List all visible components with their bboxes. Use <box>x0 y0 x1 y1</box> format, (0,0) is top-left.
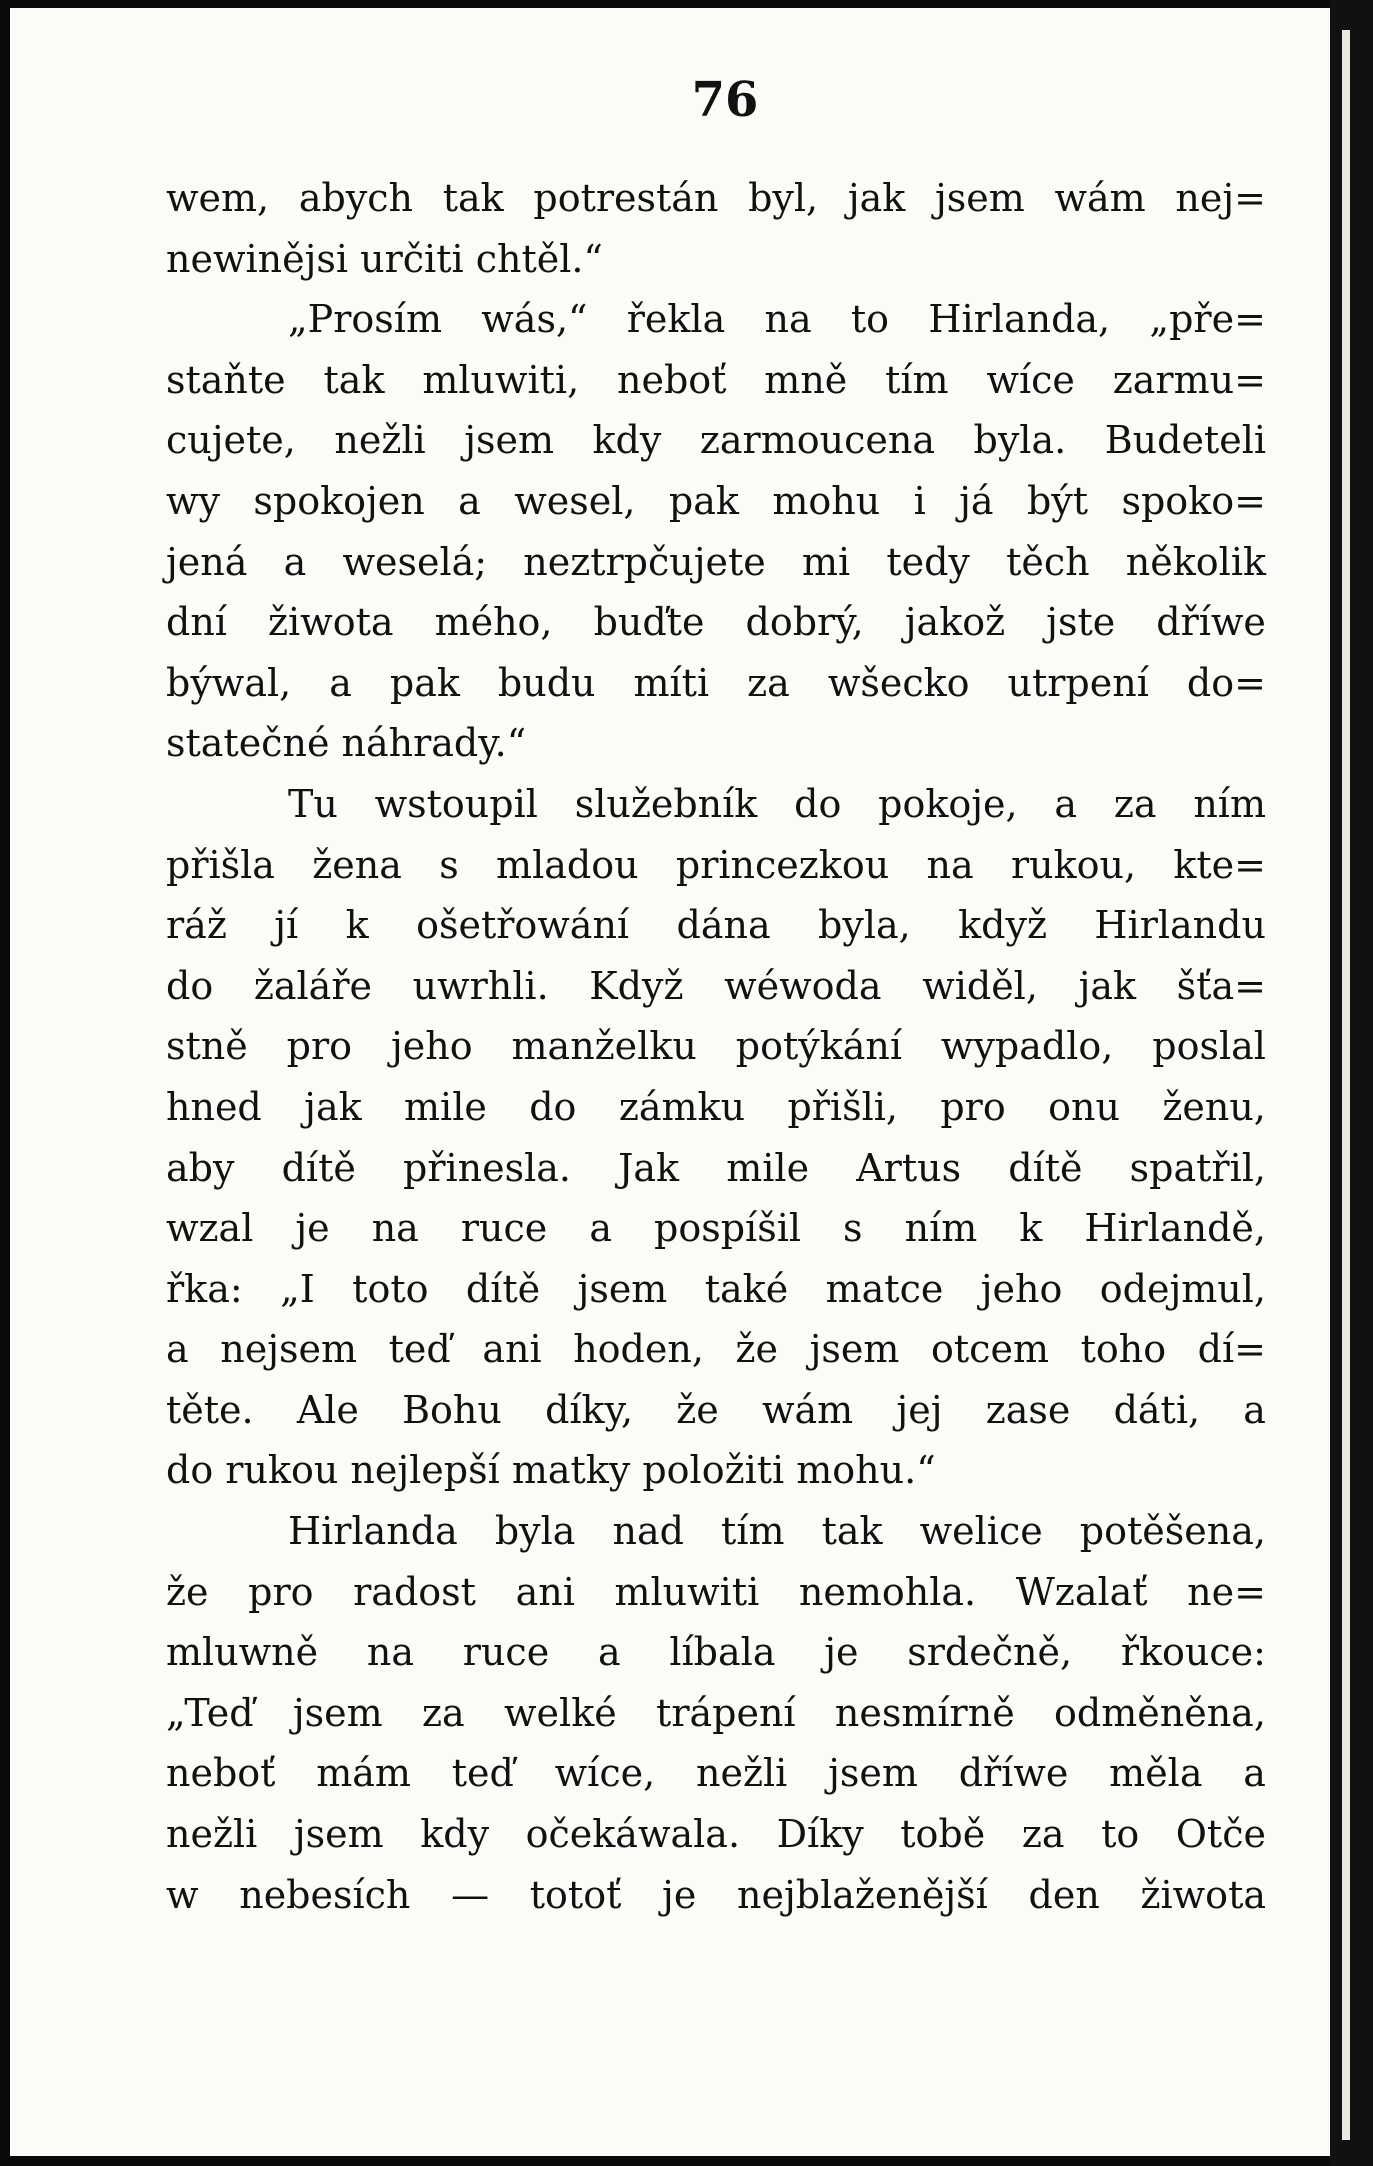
word: Když <box>589 963 684 1008</box>
word: jej <box>896 1387 943 1432</box>
word: wypadlo, <box>940 1024 1114 1069</box>
word: jená <box>166 539 248 584</box>
word: do <box>794 781 842 826</box>
word: Wzalať <box>1015 1569 1148 1614</box>
word: teď <box>388 1327 451 1372</box>
word: zarmu= <box>1112 357 1266 402</box>
word: Hirlanda, <box>928 297 1111 342</box>
text-line <box>166 653 1266 714</box>
word: Hirlandu <box>1094 903 1266 948</box>
word: wesel, <box>514 478 636 523</box>
word: je <box>662 1872 697 1917</box>
word: welice <box>919 1509 1043 1554</box>
word: jsem <box>293 1812 384 1857</box>
text-line <box>166 1016 1266 1077</box>
word: radost <box>353 1569 476 1614</box>
word: to <box>850 297 890 342</box>
word: ruce <box>462 1630 550 1675</box>
word: nejsem <box>220 1327 358 1372</box>
word: přišli, <box>787 1084 898 1129</box>
word: tím <box>885 357 949 402</box>
word: kte= <box>1173 842 1266 887</box>
word: k <box>1019 1206 1043 1251</box>
word: wám <box>762 1387 854 1432</box>
word: „Prosím <box>288 297 442 342</box>
word: jak <box>304 1084 362 1129</box>
text-line <box>166 1683 1266 1744</box>
word: wstoupil <box>374 781 538 826</box>
text-line <box>166 956 1266 1017</box>
word: za <box>1113 781 1157 826</box>
word: nesmírně <box>834 1690 1015 1735</box>
word: přišla <box>166 842 275 887</box>
word: ošetřowání <box>416 903 630 948</box>
word: a <box>1243 1387 1266 1432</box>
word: princezkou <box>675 842 890 887</box>
word: jakož <box>904 600 1006 645</box>
word: když <box>958 903 1047 948</box>
word: spokojen <box>253 478 425 523</box>
word: mluwiti <box>614 1569 760 1614</box>
word: ním <box>1193 781 1266 826</box>
word: odejmul, <box>1099 1266 1266 1311</box>
word: manželku <box>511 1024 697 1069</box>
word: Hirlanda <box>288 1509 458 1554</box>
word: spoko= <box>1121 478 1266 523</box>
word: ani <box>515 1569 575 1614</box>
word: a <box>329 660 352 705</box>
word: s <box>843 1206 863 1251</box>
text-line <box>166 1562 1266 1623</box>
word: kdy <box>592 418 662 463</box>
word: otcem <box>931 1327 1049 1372</box>
word: byl, <box>748 176 819 220</box>
word: onu <box>1048 1084 1120 1129</box>
text-line <box>166 532 1266 593</box>
word: nežli <box>334 418 426 463</box>
word: s <box>439 842 459 887</box>
text-line <box>166 592 1266 653</box>
word: srdečně, <box>907 1630 1073 1675</box>
text-line: statečné náhrady.“ <box>166 721 527 766</box>
word: také <box>704 1266 789 1311</box>
word: a <box>1243 1751 1266 1796</box>
word: neboť <box>166 1751 276 1796</box>
word: dříwe <box>958 1751 1069 1796</box>
text-line <box>166 410 1266 471</box>
word: že <box>166 1569 209 1614</box>
word: nežli <box>166 1812 258 1857</box>
word: na <box>764 297 812 342</box>
text-line <box>166 1622 1266 1683</box>
word: to <box>1101 1812 1140 1857</box>
word: žena <box>312 842 402 887</box>
word: neboť <box>617 357 727 402</box>
word: nebesích <box>239 1872 411 1917</box>
word: za <box>747 660 790 705</box>
word: potýkání <box>735 1024 902 1069</box>
word: já <box>959 478 994 523</box>
word: mluwně <box>166 1630 319 1675</box>
word: tobě <box>900 1812 986 1857</box>
word: zámku <box>618 1084 746 1129</box>
word: „pře= <box>1149 297 1266 342</box>
text-line <box>166 1319 1266 1380</box>
word: ne= <box>1187 1569 1266 1614</box>
word: na <box>926 842 974 887</box>
word: hned <box>166 1084 262 1129</box>
word: jsem <box>577 1266 668 1311</box>
word: mile <box>404 1084 487 1129</box>
word: byla. <box>973 418 1067 463</box>
word: dáti, <box>1113 1387 1201 1432</box>
word: mluwiti, <box>422 357 580 402</box>
word: uwrhli. <box>412 963 549 1008</box>
word: dána <box>676 903 771 948</box>
word: tak <box>442 176 504 220</box>
word: jsem <box>809 1327 900 1372</box>
word: žiwota <box>1140 1872 1266 1917</box>
word: díky, <box>545 1387 634 1432</box>
word: nežli <box>695 1751 788 1796</box>
word: do <box>529 1084 577 1129</box>
word: na <box>366 1630 415 1675</box>
scan-edge <box>1330 0 1373 2166</box>
text-line: newinějsi určiti chtěl.“ <box>166 236 603 281</box>
word: „I <box>280 1266 315 1311</box>
text-line <box>166 895 1266 956</box>
word: ani <box>482 1327 542 1372</box>
word: pro <box>286 1024 353 1069</box>
word: Budeteli <box>1104 418 1266 463</box>
word: býwal, <box>166 660 292 705</box>
word: nemohla. <box>798 1569 977 1614</box>
word: tak <box>323 357 385 402</box>
word: wíce, <box>554 1751 656 1796</box>
word: mohu <box>772 478 881 523</box>
text-line <box>166 1077 1266 1138</box>
book-page <box>10 8 1330 2156</box>
word: měla <box>1109 1751 1203 1796</box>
text-line <box>166 835 1266 896</box>
word: míti <box>633 660 710 705</box>
word: wás,“ <box>481 297 588 342</box>
word: utrpení <box>1007 660 1149 705</box>
word: jsem <box>292 1690 383 1735</box>
word: že <box>676 1387 719 1432</box>
word: dítě <box>281 1145 356 1190</box>
word: i <box>913 478 926 523</box>
word: tím <box>721 1509 785 1554</box>
word: potrestán <box>533 176 719 220</box>
word: do <box>166 963 214 1008</box>
word: a <box>458 478 481 523</box>
word: nejblaženější <box>737 1872 988 1917</box>
word: Díky <box>776 1812 864 1857</box>
word: wem, <box>166 176 270 220</box>
word: wíce <box>986 357 1075 402</box>
word: mi <box>801 539 851 584</box>
word: Hirlandě, <box>1084 1206 1266 1251</box>
word: zase <box>985 1387 1071 1432</box>
text-line: do rukou nejlepší matky položiti mohu.“ <box>166 1448 936 1493</box>
word: líbala <box>669 1630 776 1675</box>
word: jeho <box>980 1266 1063 1311</box>
word: mého, <box>434 600 553 645</box>
word: do= <box>1186 660 1266 705</box>
word: pospíšil <box>654 1206 802 1251</box>
word: wzal <box>166 1206 254 1251</box>
word: řka: <box>166 1266 243 1311</box>
word: mám <box>316 1751 411 1796</box>
page-number: 76 <box>691 72 759 128</box>
word: stně <box>166 1024 248 1069</box>
word: teď <box>451 1751 514 1796</box>
word: a <box>1054 781 1078 826</box>
word: jeho <box>390 1024 473 1069</box>
word: staňte <box>166 357 286 402</box>
word: a <box>283 539 307 584</box>
word: pro <box>248 1569 314 1614</box>
word: za <box>1021 1812 1065 1857</box>
word: Tu <box>288 781 338 826</box>
word: wšecko <box>827 660 970 705</box>
text-line <box>166 1380 1266 1441</box>
word: aby <box>166 1145 235 1190</box>
word: pro <box>940 1084 1006 1129</box>
word: spatřil, <box>1129 1145 1266 1190</box>
word: wám <box>1054 176 1146 220</box>
word: dítě <box>465 1266 541 1311</box>
word: dříwe <box>1156 600 1266 645</box>
text-line <box>166 471 1266 532</box>
word: „Teď <box>166 1690 254 1735</box>
word: weselá; <box>342 539 488 584</box>
word: Jak <box>618 1145 680 1190</box>
word: Bohu <box>402 1387 502 1432</box>
word: trápení <box>656 1690 796 1735</box>
word: několik <box>1125 539 1266 584</box>
word: jsem <box>934 176 1025 220</box>
word: byla, <box>818 903 911 948</box>
word: totoť <box>529 1872 622 1917</box>
text-line <box>166 1501 1266 1562</box>
word: odměněna, <box>1054 1690 1266 1735</box>
text-line <box>166 350 1266 411</box>
word: neztrpčujete <box>523 539 766 584</box>
word: welké <box>504 1690 617 1735</box>
word: Artus <box>856 1145 962 1190</box>
word: těte. <box>166 1387 254 1432</box>
word: mile <box>726 1145 810 1190</box>
word: jste <box>1046 600 1116 645</box>
body-text <box>166 168 1266 1925</box>
text-line <box>166 1743 1266 1804</box>
word: w <box>166 1872 199 1917</box>
word: jak <box>847 176 906 220</box>
word: — <box>451 1872 490 1917</box>
word: tak <box>821 1509 883 1554</box>
word: abych <box>298 176 414 220</box>
word: je <box>295 1206 330 1251</box>
word: hoden, <box>573 1327 704 1372</box>
word: buďte <box>593 600 705 645</box>
word: a <box>597 1630 621 1675</box>
word: za <box>422 1690 465 1735</box>
word: ním <box>904 1206 978 1251</box>
word: zarmoucena <box>699 418 935 463</box>
word: pak <box>389 660 460 705</box>
word: potěšena, <box>1079 1509 1266 1554</box>
word: byla <box>494 1509 576 1554</box>
word: k <box>345 903 369 948</box>
word: den <box>1028 1872 1100 1917</box>
text-line <box>166 289 1266 350</box>
word: wy <box>166 478 220 523</box>
word: těch <box>1006 539 1090 584</box>
word: ruce <box>460 1206 548 1251</box>
word: řekla <box>626 297 726 342</box>
word: dítě <box>1008 1145 1083 1190</box>
text-line <box>166 1865 1266 1926</box>
word: ženu, <box>1162 1084 1266 1129</box>
word: dní <box>166 600 227 645</box>
word: dí= <box>1197 1327 1266 1372</box>
text-line <box>166 1198 1266 1259</box>
word: kdy <box>420 1812 490 1857</box>
word: řkouce: <box>1120 1630 1266 1675</box>
text-line <box>166 1138 1266 1199</box>
word: jak <box>1078 963 1137 1008</box>
word: a <box>589 1206 612 1251</box>
word: přinesla. <box>403 1145 572 1190</box>
word: že <box>735 1327 779 1372</box>
word: je <box>824 1630 859 1675</box>
word: nad <box>612 1509 684 1554</box>
word: a <box>166 1327 189 1372</box>
word: cujete, <box>166 418 296 463</box>
word: nej= <box>1175 176 1266 220</box>
word: tedy <box>886 539 970 584</box>
word: očekáwala. <box>525 1812 741 1857</box>
word: dobrý, <box>745 600 864 645</box>
word: budu <box>497 660 596 705</box>
word: mně <box>764 357 848 402</box>
word: být <box>1026 478 1089 523</box>
word: šťa= <box>1176 963 1266 1008</box>
word: Ale <box>296 1387 359 1432</box>
word: žiwota <box>268 600 394 645</box>
text-line <box>166 1804 1266 1865</box>
word: jsem <box>464 418 555 463</box>
word: widěl, <box>922 963 1038 1008</box>
word: Otče <box>1175 1812 1266 1857</box>
word: toho <box>1080 1327 1167 1372</box>
word: poslal <box>1152 1024 1266 1069</box>
text-line <box>166 168 1266 229</box>
page-edge-strip <box>1342 30 1350 2140</box>
word: pokoje, <box>878 781 1018 826</box>
word: na <box>371 1206 419 1251</box>
word: jsem <box>828 1751 918 1796</box>
word: rukou, <box>1010 842 1137 887</box>
text-line <box>166 1259 1266 1320</box>
word: toto <box>352 1266 429 1311</box>
word: jí <box>274 903 299 948</box>
word: wéwoda <box>724 963 882 1008</box>
word: pak <box>668 478 739 523</box>
word: ráž <box>166 903 227 948</box>
word: žaláře <box>253 963 372 1008</box>
word: matce <box>825 1266 944 1311</box>
text-line <box>166 774 1266 835</box>
word: mladou <box>496 842 639 887</box>
word: služebník <box>574 781 758 826</box>
